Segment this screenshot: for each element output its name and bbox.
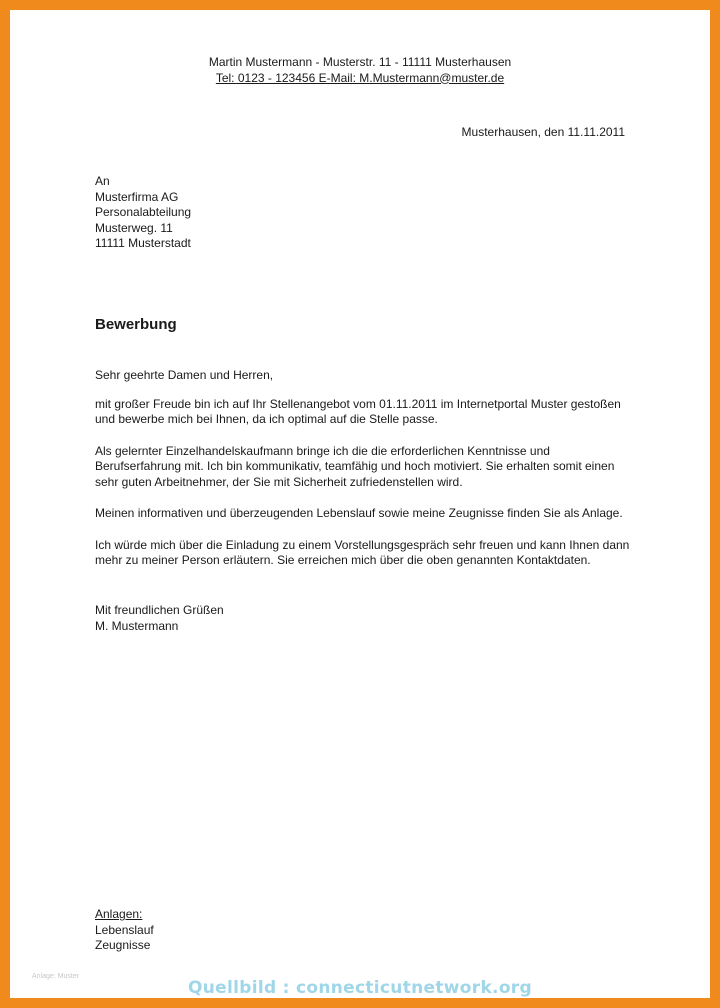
- letter-page: [10, 10, 710, 998]
- recipient-line: An: [95, 174, 110, 188]
- sender-contact: Tel: 0123 - 123456 E-Mail: M.Mustermann@muster.de: [215, 70, 505, 85]
- recipient-line: Personalabteilung: [95, 205, 192, 219]
- closing-greeting: Mit freundlichen Grüßen: [95, 603, 224, 617]
- body-paragraph: mit großer Freude bin ich auf Ihr Stellenangebot vom 01.11.2011 im Internetportal Muster gestoßen und bewerbe mich bei Ihnen, da ich optimal auf die Stelle passe.: [95, 396, 621, 426]
- salutation: Sehr geehrte Damen und Herren,: [95, 368, 274, 382]
- letter-subject: Bewerbung: [95, 316, 177, 333]
- closing-block: [95, 603, 224, 634]
- attachment-item: Lebenslauf: [95, 922, 154, 937]
- recipient-line: 11111 Musterstadt: [95, 236, 191, 250]
- body-paragraph: Meinen informativen und überzeugenden Lebenslauf sowie meine Zeugnisse finden Sie als Anlage.: [95, 506, 623, 520]
- letter-body: [95, 368, 635, 585]
- faint-footer-note: Anlage: Muster: [32, 973, 80, 980]
- letter-date: Musterhausen, den 11.11.2011: [461, 125, 625, 139]
- signature-name: M. Mustermann: [95, 618, 179, 633]
- sender-address: Martin Mustermann - Musterstr. 11 - 11111 Musterhausen: [208, 55, 512, 69]
- body-paragraph: Ich würde mich über die Einladung zu einem Vorstellungsgespräch sehr freuen und kann Ihnen dann mehr zu meiner Person erläutern. Sie erreichen mich über die oben genannten Kontaktdaten.: [95, 537, 630, 567]
- body-paragraph: Als gelernter Einzelhandelskaufmann bringe ich die die erforderlichen Kenntnisse und Berufserfahrung mit. Ich bin kommunikativ, teamfähig und hoch motiviert. Sie erhalten somit einen sehr guten Arbeitnehmer, der Sie mit Sicherheit zufriedenstellen wird.: [95, 443, 615, 489]
- recipient-block: [95, 174, 191, 252]
- attachment-item: Zeugnisse: [95, 938, 151, 952]
- recipient-line: Musterfirma AG: [95, 189, 179, 204]
- source-watermark: Quellbild : connecticutnetwork.org: [188, 978, 532, 998]
- sender-header: [10, 55, 710, 86]
- recipient-line: Musterweg. 11: [95, 220, 173, 235]
- attachments-label: Anlagen:: [95, 907, 143, 921]
- attachments-block: [95, 907, 154, 954]
